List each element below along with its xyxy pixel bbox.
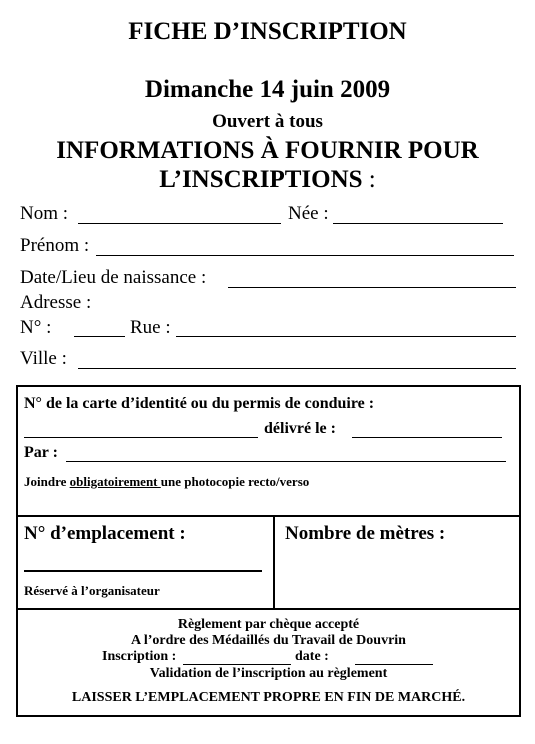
cleanliness-notice: LAISSER L’EMPLACEMENT PROPRE EN FIN DE MARCHÉ. [71,690,466,705]
delivre-field[interactable] [352,437,502,438]
adresse-label: Adresse : [20,292,92,313]
joindre-note [24,474,309,490]
ville-field[interactable] [78,368,516,369]
nee-field[interactable] [333,223,503,224]
inscription-label: Inscription : [102,649,177,664]
payment-line2: A l’ordre des Médaillés du Travail de Douvrin [131,633,406,648]
info-heading-text: L’INSCRIPTIONS [159,166,363,193]
par-field[interactable] [66,461,506,462]
par-label: Par : [24,444,58,461]
nee-label: Née : [288,203,329,224]
delivre-label: délivré le : [264,420,336,437]
validation-line: Validation de l’inscription au règlement [149,666,388,681]
info-heading-line2 [0,166,535,194]
rue-field[interactable] [176,336,516,337]
inscription-field[interactable] [183,664,291,665]
joindre-pre: Joindre [24,474,70,489]
numero-label: N° : [20,317,52,338]
emplacement-field[interactable] [24,570,262,572]
prenom-label: Prénom : [20,235,90,256]
info-heading-colon: : [362,166,376,193]
payment-date-label: date : [295,649,329,664]
metres-heading: Nombre de mètres : [285,523,446,544]
date-lieu-label: Date/Lieu de naissance : [20,267,207,288]
open-to-all: Ouvert à tous [212,111,323,132]
info-heading-line1: INFORMATIONS À FOURNIR POUR [56,137,479,164]
joindre-post: une photocopie recto/verso [160,474,310,489]
joindre-underlined: obligatoirement [69,474,161,489]
prenom-field[interactable] [96,255,514,256]
rue-label: Rue : [130,317,171,338]
payment-date-field[interactable] [355,664,433,665]
emplacement-heading: N° d’emplacement : [24,523,186,544]
nom-label: Nom : [20,203,69,224]
id-heading: N° de la carte d’identité ou du permis de conduire : [24,395,375,412]
form-title: FICHE D’INSCRIPTION [128,18,407,45]
nom-field[interactable] [78,223,281,224]
numero-field[interactable] [74,336,125,337]
reserve-note: Réservé à l’organisateur [24,583,160,598]
payment-line1: Règlement par chèque accepté [177,617,360,632]
ville-label: Ville : [20,348,67,369]
id-number-field[interactable] [24,437,258,438]
event-date: Dimanche 14 juin 2009 [144,76,391,103]
date-lieu-field[interactable] [228,287,516,288]
